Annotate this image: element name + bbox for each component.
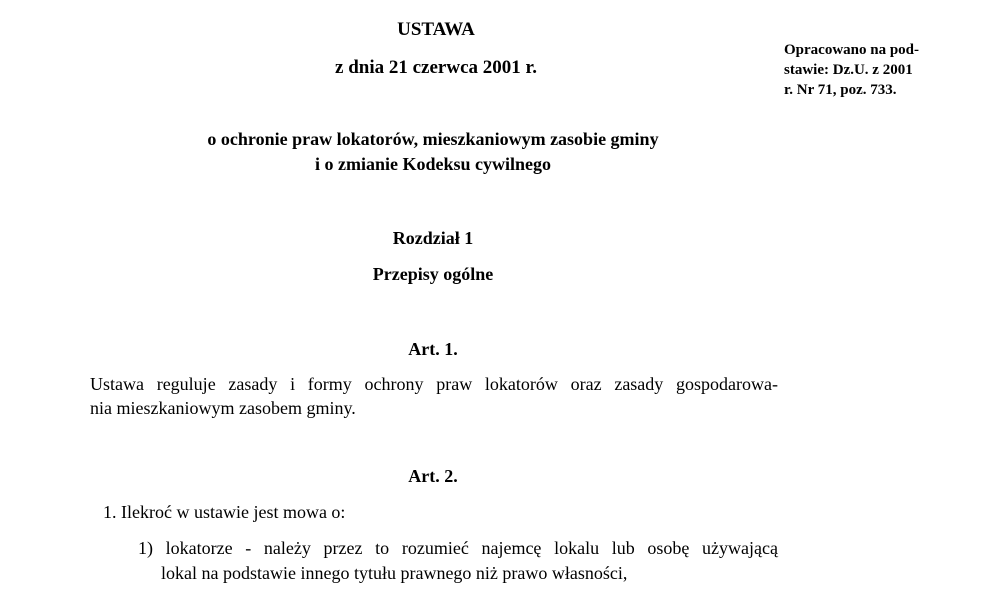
article-list-item-line: lokal na podstawie innego tytułu prawnego niż prawo własności, [161,563,628,583]
source-note-line: Opracowano na pod- [784,42,920,58]
document-date: z dnia 21 czerwca 2001 r. [335,57,537,78]
source-note-line: stawie: Dz.U. z 2001 [784,62,913,78]
article-text-line: Ustawa reguluje zasady i formy ochrony praw lokatorów oraz zasady gospodarowa- [90,374,778,394]
chapter-name: Przepisy ogólne [372,264,494,284]
article-heading: Art. 2. [408,466,458,486]
source-note [784,40,919,100]
article-heading: Art. 1. [408,339,458,359]
article-text-line: nia mieszkaniowym zasobem gminy. [90,398,356,418]
document-subject-line: i o zmianie Kodeksu cywilnego [314,154,551,174]
article-list-item-line: 1) lokatorze - należy przez to rozumieć najemcę lokalu lub osobę używającą [138,538,778,558]
chapter-number: Rozdział 1 [392,228,474,248]
document-title: USTAWA [397,19,475,40]
source-note-line: r. Nr 71, poz. 733. [784,82,897,98]
article-paragraph: 1. Ilekroć w ustawie jest mowa o: [103,502,346,522]
document-subject-line: o ochronie praw lokatorów, mieszkaniowym zasobie gminy [207,129,659,149]
